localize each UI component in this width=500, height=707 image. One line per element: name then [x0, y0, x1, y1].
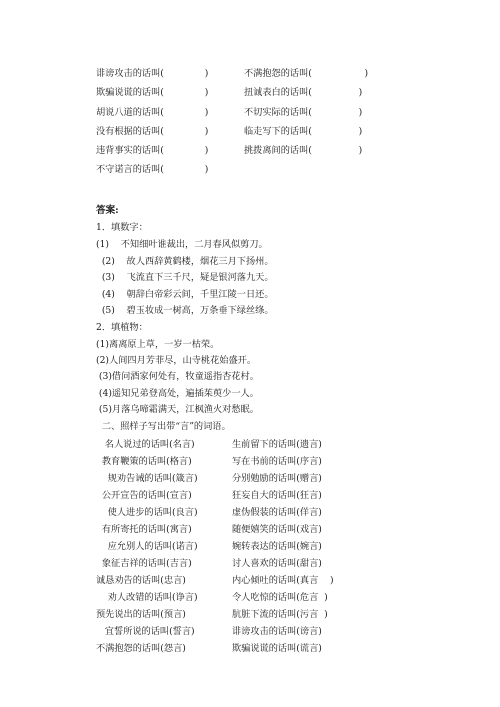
answers-title: 答案: — [96, 205, 119, 216]
blank-line-left-6: 不守诺言的话叫( ) — [96, 164, 209, 175]
section2-item-4: (4)遥知兄弟登高处，遍插茱萸少一人。 — [96, 388, 259, 399]
section3-right-3: 分别勉励的话叫(赠言) — [232, 473, 322, 484]
section2-item-3: (3)借问酒家何处有，牧童遥指杏花村。 — [96, 371, 259, 382]
section2-item-1: (1)离离原上草，一岁一枯荣。 — [96, 339, 220, 350]
section3-left-13: 不满抱怨的话叫(怨言) — [96, 643, 186, 654]
section1-item-2: (2) 故人西辞黄鹤楼，烟花三月下扬州。 — [96, 256, 274, 267]
blank-line-left-5: 违背事实的话叫( ) — [96, 145, 209, 156]
section3-right-13: 欺骗说谎的话叫(谎言) — [232, 643, 322, 654]
blank-line-left-1: 诽谤攻击的话叫( ) — [96, 68, 209, 79]
section2-item-2: (2)人间四月芳菲尽，山寺桃花始盛开。 — [96, 355, 257, 366]
section3-left-8: 象征吉祥的话叫(吉言) — [96, 558, 192, 569]
section3-right-12: 诽谤攻击的话叫(谤言) — [232, 626, 322, 637]
blank-line-right-4: 临走写下的话叫( ) — [244, 126, 363, 137]
blank-line-right-1: 不满抱怨的话叫( ) — [244, 68, 369, 79]
section2-title: 2．填植物： — [96, 322, 148, 333]
section3-right-10: 令人吃惊的话叫(危言 ) — [232, 592, 328, 603]
section3-left-4: 公开宣告的话叫(宣言) — [96, 490, 192, 501]
section1-title: 1．填数字： — [96, 222, 148, 233]
section3-right-9: 内心倾吐的话叫(真言 ) — [232, 575, 334, 586]
section3-left-7: 应允别人的话叫(诺言) — [96, 541, 198, 552]
section3-left-5: 使人进步的话叫(良言) — [96, 507, 198, 518]
section3-left-12: 宜誓所说的话叫(誓言) — [96, 626, 195, 637]
section3-right-1: 生前留下的话叫(遗言) — [232, 439, 322, 450]
blank-line-right-2: 扭诚表白的话叫( ) — [244, 87, 363, 98]
section3-left-6: 有所寄托的话叫(寓言) — [96, 524, 192, 535]
section1-item-5: (5) 碧玉妆成一树高，万条垂下绿丝绦。 — [96, 305, 274, 316]
section3-right-6: 随便嬉笑的话叫(戏言) — [232, 524, 322, 535]
section3-right-11: 肮脏下流的话叫(污言 ) — [232, 609, 328, 620]
section3-left-2: 教育鞭策的话叫(格言) — [96, 456, 192, 467]
section2-item-5: (5)月落乌啼霜满天，江枫渔火对愁眠。 — [96, 404, 259, 415]
section1-item-1: (1) 不知细叶谁裁出，二月春风似剪刀。 — [96, 239, 268, 250]
section3-left-1: 名人说过的话叫(名言) — [96, 439, 195, 450]
blank-line-left-4: 没有根据的话叫( ) — [96, 126, 209, 137]
blank-line-left-3: 胡说八道的话叫( ) — [96, 107, 209, 118]
blank-line-right-3: 不切实际的话叫( ) — [244, 107, 363, 118]
section3-left-3: 规劝告诫的话叫(箴言) — [96, 473, 198, 484]
section1-item-4: (4) 朝辞白帝彩云间，千里江陵一日还。 — [96, 289, 274, 300]
section1-item-3: (3) 飞流直下三千尺，疑是银河落九天。 — [96, 272, 274, 283]
section3-right-4: 狂妄自大的话叫(狂言) — [232, 490, 322, 501]
section3-title: 二、照样子写出带“言”的词语。 — [96, 421, 231, 432]
blank-line-left-2: 欺骗说谎的话叫( ) — [96, 87, 209, 98]
section3-right-7: 婉转表达的话叫(婉言) — [232, 541, 322, 552]
section3-right-5: 虚伪假装的话叫(佯言) — [232, 507, 322, 518]
section3-left-10: 劝人改错的话叫(诤言) — [96, 592, 198, 603]
section3-left-11: 预先说出的话叫(预言) — [96, 609, 186, 620]
section3-right-2: 写在书前的话叫(序言) — [232, 456, 322, 467]
blank-line-right-5: 挑拨离间的话叫( ) — [244, 145, 363, 156]
section3-left-9: 诚恳劝告的话叫(忠言) — [96, 575, 186, 586]
section3-right-8: 讨人喜欢的话叫(甜言) — [232, 558, 322, 569]
